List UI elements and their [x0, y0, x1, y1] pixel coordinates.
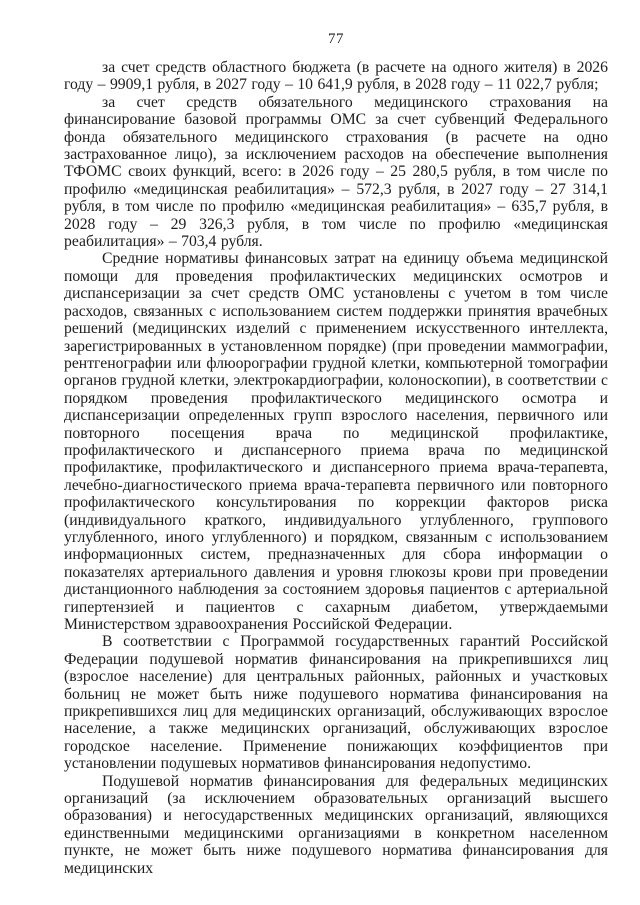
paragraph-regional-budget-norms: за счет средств областного бюджета (в расчете на одного жителя) в 2026 году – 9909,1 рубля, в 2027 году – 10 641,9 рубля, в 2028 году – 11 022,7 рубля; [64, 59, 608, 94]
paragraph-oms-financing-norms: за счет средств обязательного медицинского страхования на финансирование базовой программы ОМС за счет субвенций Федерального фонда обязательного медицинского страхования (в расчете на одно застрахованное лицо), за исключением расходов на обеспечение выполнения ТФОМС своих функций, всего: в 2026 году – 25 280,5 рубля, в том числе по профилю «медицинская реабилитация» – 572,3 рубля, в 2027 году – 27 314,1 рубля, в том числе по профилю «медицинская реабилитация» – 635,7 рубля, в 2028 году – 29 326,3 рубля, в том числе по профилю «медицинская реабилитация» – 703,4 рубля. [64, 93, 608, 251]
paragraph-per-capita-norm-federal-orgs: Подушевой норматив финансирования для федеральных медицинских организаций (за исключением образовательных организаций высшего образования) и негосударственных медицинских организаций, являющихся единственными медицинскими организациями в конкретном населенном пункте, не может быть ниже подушевого норматива финансирования для медицинских [64, 772, 608, 877]
page-number: 77 [328, 31, 344, 47]
paragraph-per-capita-norm-hospitals: В соответствии с Программой государственных гарантий Российской Федерации подушевой норматив финансирования на прикрепившихся лиц (взрослое население) для центральных районных, районных и участковых больниц не может быть ниже подушевого норматива финансирования на прикрепившихся лиц для медицинских организаций, обслуживающих взрослое население, а также медицинских организаций, обслуживающих взрослое городское население. Применение понижающих коэффициентов при установлении подушевых нормативов финансирования недопустимо. [64, 633, 608, 773]
document-body [64, 59, 608, 877]
paragraph-average-cost-norms: Средние нормативы финансовых затрат на единицу объема медицинской помощи для проведения профилактических медицинских осмотров и диспансеризации за счет средств ОМС установлены с учетом в том числе расходов, связанных с использованием систем поддержки принятия врачебных решений (медицинских изделий с применением искусственного интеллекта, зарегистрированных в установленном порядке) (при проведении маммографии, рентгенографии или флюорографии грудной клетки, компьютерной томографии органов грудной клетки, электрокардиографии, колоноскопии), в соответствии с порядком проведения профилактического медицинского осмотра и диспансеризации определенных групп взрослого населения, первичного или повторного посещения врача по медицинской профилактике, профилактического и диспансерного приема врача по медицинской профилактике, профилактического и диспансерного приема врача-терапевта, лечебно-диагностического приема врача-терапевта первичного или повторного профилактического консультирования по коррекции факторов риска (индивидуального краткого, индивидуального углубленного, группового углубленного, иного углубленного) и порядком, связанным с использованием информационных систем, предназначенных для сбора информации о показателях артериального давления и уровня глюкозы крови при проведении дистанционного наблюдения за состоянием здоровья пациентов с артериальной гипертензией и пациентов с сахарным диабетом, утверждаемыми Министерством здравоохранения Российской Федерации. [64, 250, 608, 633]
